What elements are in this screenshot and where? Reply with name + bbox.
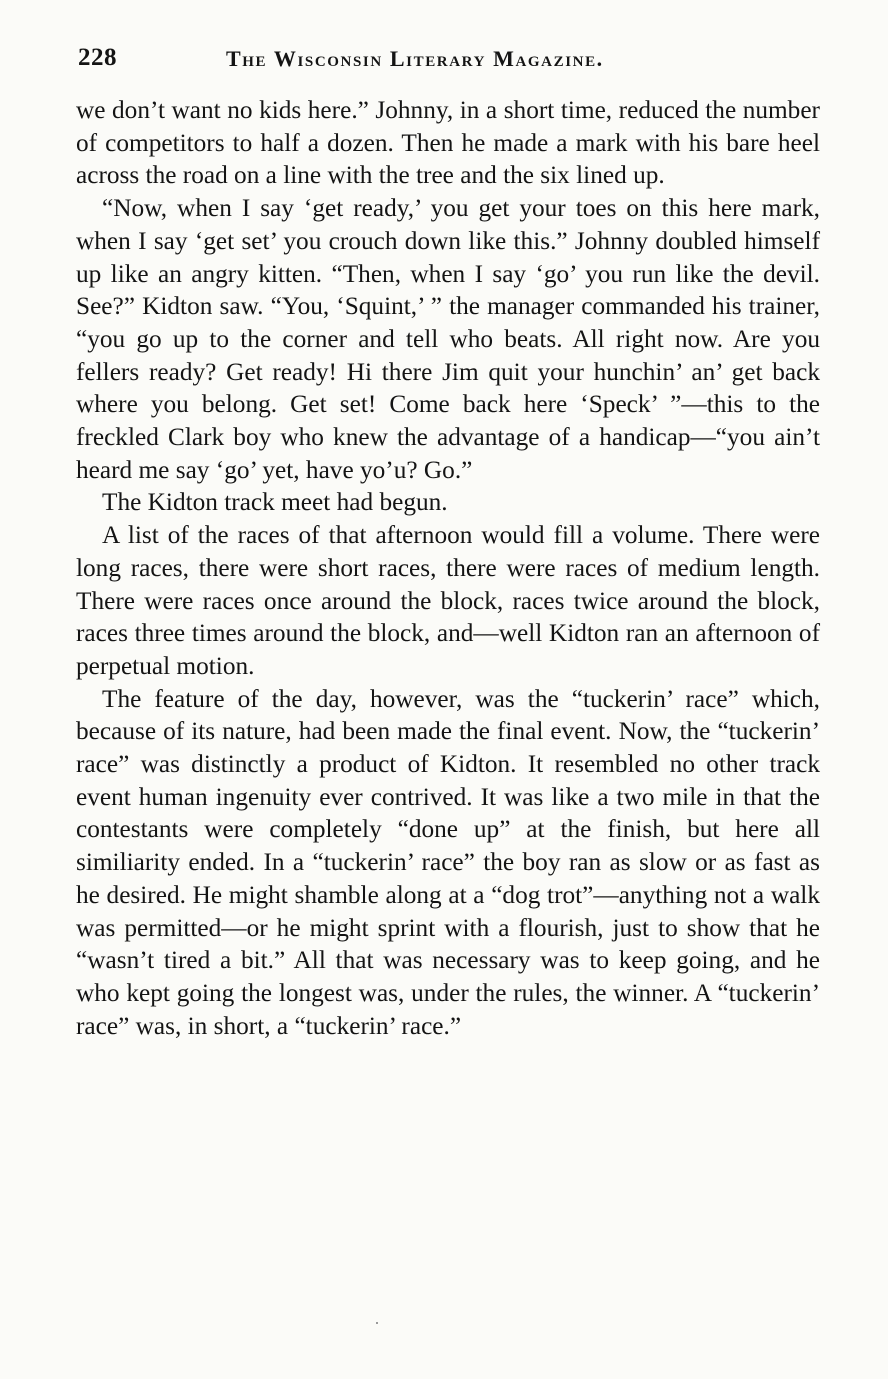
paragraph: The feature of the day, however, was the “tuckerin’ race” which, because of its nature, had been made the final event. Now, the “tuckerin’ race” was distinctly a product of Kidton. It resembled no other track event human ingenuity ever contrived. It was like a two mile in that the contestants were completely “done up” at the finish, but here all similiarity ended. In a “tuckerin’ race” the boy ran as slow or as fast as he desired. He might shamble along at a “dog trot”—anything not a walk was permitted—or he might sprint with a flourish, just to show that he “wasn’t tired a bit.” All that was necessary was to keep going, and he who kept going the longest was, under the rules, the winner. A “tuckerin’ race” was, in short, a “tuckerin’ race.”	[76, 684, 820, 1040]
print-speck	[376, 1322, 378, 1324]
page-number: 228	[78, 44, 117, 71]
running-title: The Wisconsin Literary Magazine.	[226, 46, 604, 71]
book-page	[76, 44, 820, 1042]
body-text	[76, 94, 820, 1042]
paragraph: “Now, when I say ‘get ready,’ you get your toes on this here mark, when I say ‘get set’ you crouch down like this.” Johnny doubled himself up like an angry kitten. “Then, when I say ‘go’ you run like the devil. See?” Kidton saw. “You, ‘Squint,’ ” the manager commanded his trainer, “you go up to the corner and tell who beats. All right now. Are you fellers ready? Get ready! Hi there Jim quit your hunchin’ an’ get back where you belong. Get set! Come back here ‘Speck’ ”—this to the freckled Clark boy who knew the advantage of a handicap—“you ain’t heard me say ‘go’ yet, have yo’u? Go.”	[76, 194, 820, 484]
paragraph: we don’t want no kids here.” Johnny, in a short time, reduced the number of competitors to half a dozen. Then he made a mark with his bare heel across the road on a line with the tree and the six lined up.	[76, 96, 820, 190]
page-header	[76, 44, 820, 80]
paragraph: A list of the races of that afternoon would fill a volume. There were long races, there were short races, there were races of medium length. There were races once around the block, races twice around the block, races three times around the block, and—well Kidton ran an afternoon of perpetual motion.	[76, 521, 820, 680]
paragraph: The Kidton track meet had begun.	[102, 488, 448, 517]
